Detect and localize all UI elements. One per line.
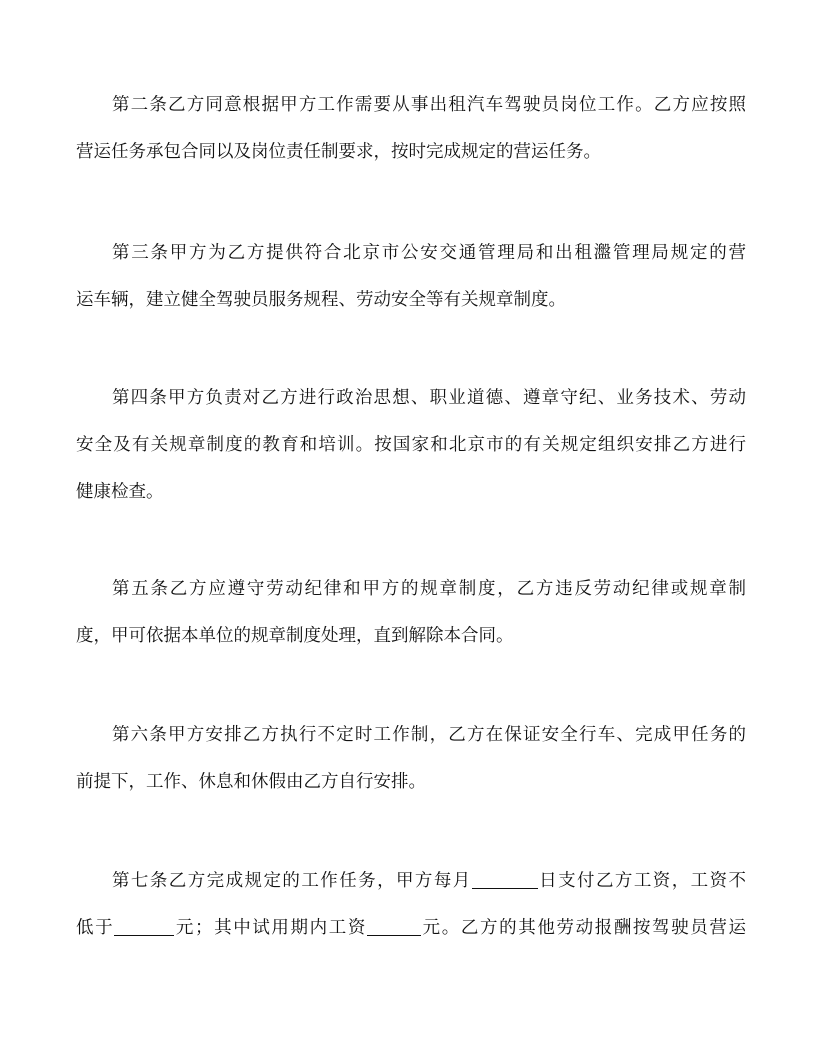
article-7 bbox=[76, 858, 746, 952]
article-4-line-1: 第四条甲方负责对乙方进行政治思想、职业道德、遵章守纪、业务技术、劳动 bbox=[112, 388, 746, 408]
article-7-text-1a: 第七条乙方完成规定的工作任务，甲方每月 bbox=[112, 871, 472, 891]
article-7-text-2a: 低于 bbox=[76, 918, 115, 938]
article-7-text-1b: 日支付乙方工资，工资不 bbox=[537, 871, 746, 891]
article-4-line-2: 安全及有关规章制度的教育和培训。按国家和北京市的有关规定组织安排乙方进行 bbox=[76, 435, 746, 455]
article-4-line-3: 健康检查。 bbox=[76, 482, 164, 502]
article-4 bbox=[76, 375, 746, 516]
article-5 bbox=[76, 566, 746, 660]
article-3-line-2: 运车辆，建立健全驾驶员服务规程、劳动安全等有关规章制度。 bbox=[76, 290, 566, 310]
article-2-line-2: 营运任务承包合同以及岗位责任制要求，按时完成规定的营运任务。 bbox=[76, 142, 601, 162]
article-5-line-1: 第五条乙方应遵守劳动纪律和甲方的规章制度，乙方违反劳动纪律或规章制 bbox=[112, 579, 746, 599]
article-7-line-1 bbox=[76, 858, 746, 905]
min-wage-blank bbox=[114, 917, 174, 936]
article-6 bbox=[76, 712, 746, 806]
article-6-line-1: 第六条甲方安排乙方执行不定时工作制，乙方在保证安全行车、完成甲任务的 bbox=[112, 725, 746, 745]
payday-blank bbox=[472, 870, 538, 889]
article-3 bbox=[76, 230, 746, 324]
article-6-line-2: 前提下，工作、休息和休假由乙方自行安排。 bbox=[76, 772, 426, 792]
probation-wage-blank bbox=[367, 917, 421, 936]
article-2-line-1: 第二条乙方同意根据甲方工作需要从事出租汽车驾驶员岗位工作。乙方应按照 bbox=[112, 95, 746, 115]
article-3-line-1: 第三条甲方为乙方提供符合北京市公安交通管理局和出租瀊管理局规定的营 bbox=[112, 243, 746, 263]
article-7-text-2b: 元；其中试用期内工资 bbox=[174, 918, 368, 938]
article-7-text-2c: 元。乙方的其他劳动报酬按驾驶员营运 bbox=[421, 918, 746, 938]
article-7-line-2 bbox=[76, 905, 746, 952]
article-5-line-2: 度，甲可依据本单位的规章制度处理，直到解除本合同。 bbox=[76, 626, 514, 646]
article-2 bbox=[76, 82, 746, 176]
